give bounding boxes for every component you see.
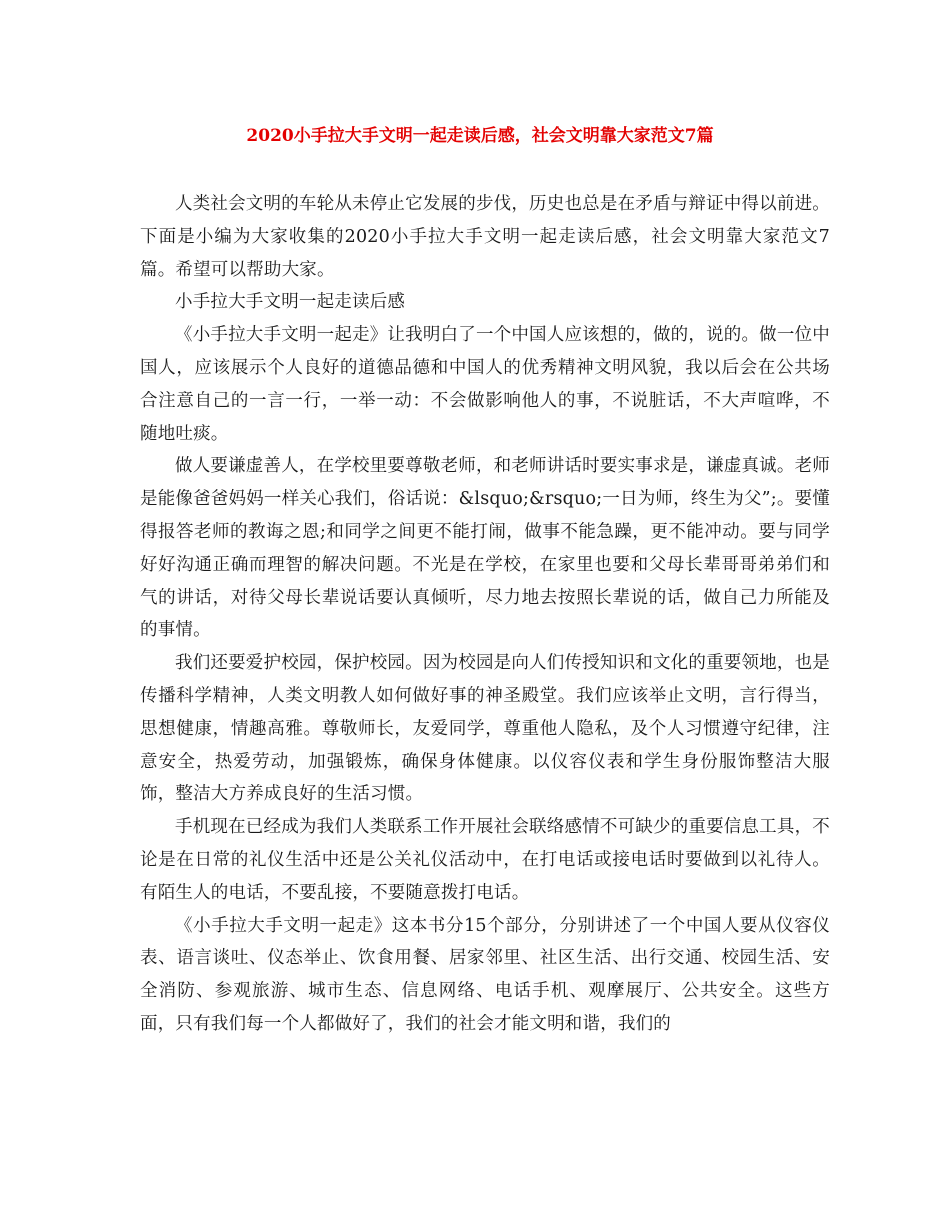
body-paragraph: 手机现在已经成为我们人类联系工作开展社会联络感情不可缺少的重要信息工具，不论是在日常的礼仪生活中还是公关礼仪活动中，在打电话或接电话时要做到以礼待人。有陌生人的电话，不要乱接，不要随意拨打电话。	[140, 817, 830, 903]
body-paragraph: 《小手拉大手文明一起走》这本书分15个部分，分别讲述了一个中国人要从仪容仪表、语言谈吐、仪态举止、饮食用餐、居家邻里、社区生活、出行交通、校园生活、安全消防、参观旅游、城市生态、信息网络、电话手机、观摩展厅、公共安全。这些方面，只有我们每一个人都做好了，我们的社会才能文明和谐，我们的	[140, 915, 830, 1034]
body-paragraph: 做人要谦虚善人，在学校里要尊敬老师，和老师讲话时要实事求是，谦虚真诚。老师是能像爸爸妈妈一样关心我们，俗话说：&lsquo;&rsquo;一日为师，终生为父”;。要懂得报答老师的教诲之恩;和同学之间更不能打闹，做事不能急躁，更不能冲动。要与同学好好沟通正确而理智的解决问题。不光是在学校，在家里也要和父母长辈哥哥弟弟们和气的讲话，对待父母长辈说话要认真倾听，尽力地去按照长辈说的话，做自己力所能及的事情。	[140, 456, 830, 641]
section-heading: 小手拉大手文明一起走读后感	[175, 292, 406, 313]
body-paragraph: 《小手拉大手文明一起走》让我明白了一个中国人应该想的，做的，说的。做一位中国人，应该展示个人良好的道德品德和中国人的优秀精神文明风貌，我以后会在公共场合注意自己的一言一行，一举一动：不会做影响他人的事，不说脏话，不大声喧哗，不随地吐痰。	[140, 325, 830, 444]
document-body	[140, 188, 830, 1041]
intro-paragraph: 人类社会文明的车轮从未停止它发展的步伐，历史也总是在矛盾与辩证中得以前进。下面是小编为大家收集的2020小手拉大手文明一起走读后感，社会文明靠大家范文7篇。希望可以帮助大家。	[140, 194, 830, 280]
document-title: 2020小手拉大手文明一起走读后感，社会文明靠大家范文7篇	[246, 126, 714, 146]
body-paragraph: 我们还要爱护校园，保护校园。因为校园是向人们传授知识和文化的重要领地，也是传播科学精神，人类文明教人如何做好事的神圣殿堂。我们应该举止文明，言行得当，思想健康，情趣高雅。尊敬师长，友爱同学，尊重他人隐私，及个人习惯遵守纪律，注意安全，热爱劳动，加强锻炼，确保身体健康。以仪容仪表和学生身份服饰整洁大服饰，整洁大方养成良好的生活习惯。	[140, 653, 830, 805]
